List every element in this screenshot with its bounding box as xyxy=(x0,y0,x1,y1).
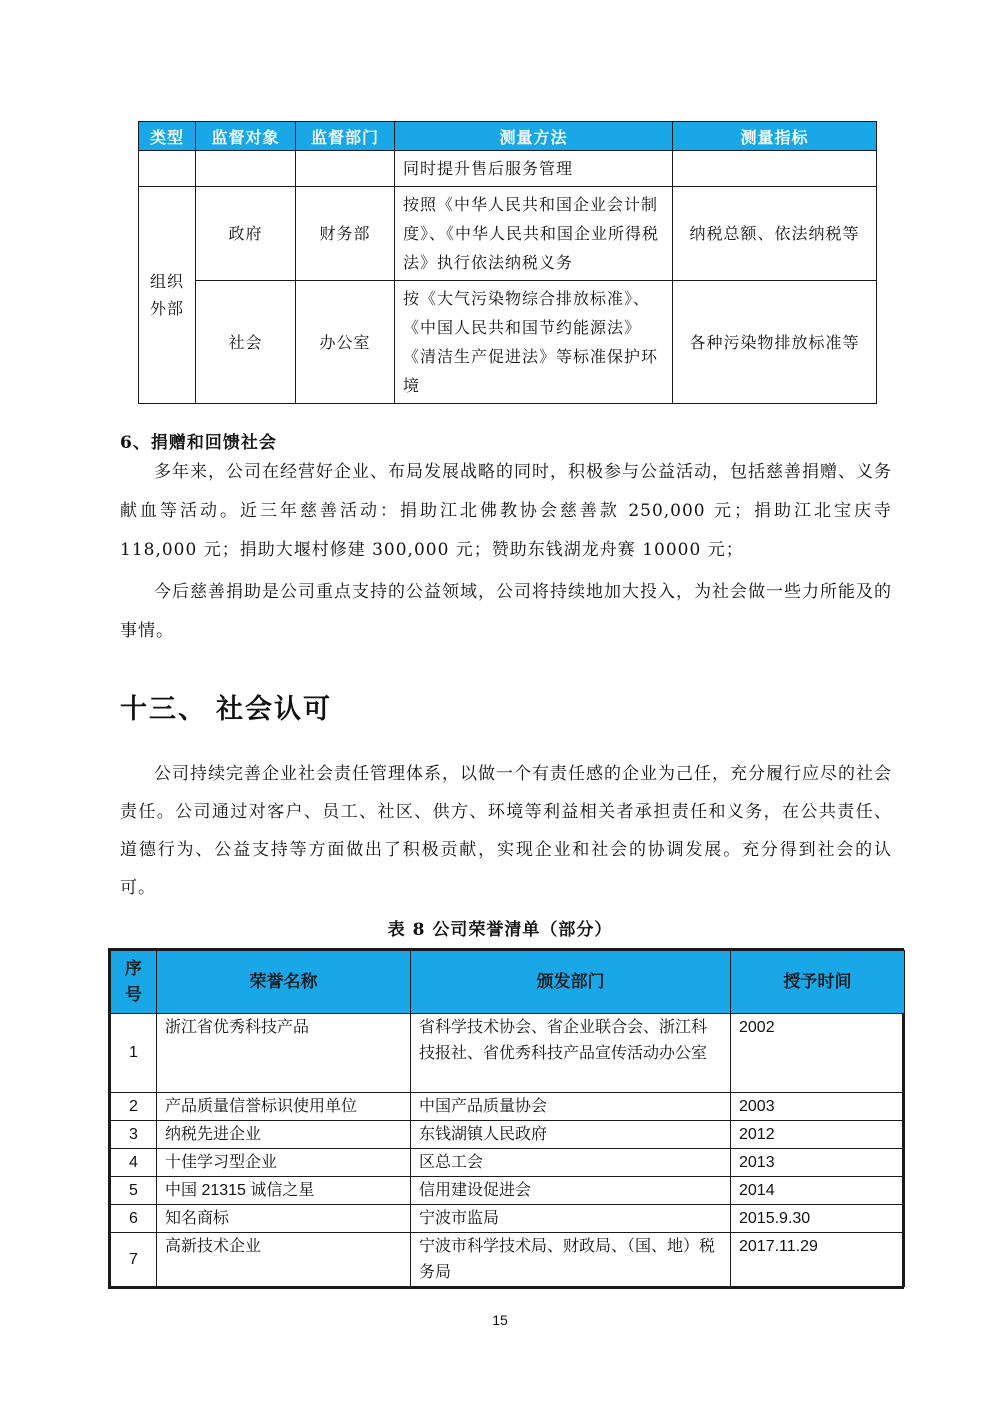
header-name: 荣誉名称 xyxy=(157,951,411,1014)
idx-cell: 6 xyxy=(111,1205,157,1233)
name-cell: 中国 21315 诚信之星 xyxy=(157,1177,411,1205)
table-row xyxy=(139,281,877,404)
header-date: 授予时间 xyxy=(731,951,905,1014)
method-cell: 同时提升售后服务管理 xyxy=(395,151,673,187)
idx-cell: 2 xyxy=(111,1093,157,1121)
header-metric: 测量指标 xyxy=(673,122,877,151)
issuer-cell: 宁波市监局 xyxy=(411,1205,731,1233)
section-title: 6、捐赠和回馈社会 xyxy=(120,433,277,453)
chapter-heading xyxy=(120,687,332,726)
idx-cell: 7 xyxy=(111,1233,157,1287)
table-row xyxy=(111,1014,905,1093)
issuer-cell: 省科学技术协会、省企业联合会、浙江科技报社、省优秀科技产品宣传活动办公室 xyxy=(411,1014,731,1093)
method-cell: 按《大气污染物综合排放标准》、《中国人民共和国节约能源法》《清洁生产促进法》等标准保护环境 xyxy=(395,281,673,404)
paragraph: 多年来，公司在经营好企业、布局发展战略的同时，积极参与公益活动，包括慈善捐赠、义务献血等活动。近三年慈善活动：捐助江北佛教协会慈善款 250,000 元；捐助江北宝庆寺 118,000 元；捐助大堰村修建 300,000 元；赞助东钱湖龙舟赛 10000 元； xyxy=(120,462,892,560)
header-idx: 序号 xyxy=(111,951,157,1014)
name-cell: 产品质量信誉标识使用单位 xyxy=(157,1093,411,1121)
name-cell: 十佳学习型企业 xyxy=(157,1149,411,1177)
metric-cell: 纳税总额、依法纳税等 xyxy=(673,187,877,281)
issuer-cell: 中国产品质量协会 xyxy=(411,1093,731,1121)
header-type: 类型 xyxy=(139,122,196,151)
table-row xyxy=(111,1233,905,1287)
object-cell: 社会 xyxy=(196,281,296,404)
object-cell: 政府 xyxy=(196,187,296,281)
issuer-cell: 信用建设促进会 xyxy=(411,1177,731,1205)
idx-cell: 3 xyxy=(111,1121,157,1149)
empty-cell xyxy=(296,151,395,187)
supervision-table-header xyxy=(139,122,877,151)
table-row xyxy=(111,1121,905,1149)
date-cell: 2017.11.29 xyxy=(731,1233,905,1287)
header-dept: 监督部门 xyxy=(296,122,395,151)
date-cell: 2012 xyxy=(731,1121,905,1149)
header-method: 测量方法 xyxy=(395,122,673,151)
idx-cell: 1 xyxy=(111,1014,157,1093)
table-row xyxy=(111,1149,905,1177)
dept-cell: 办公室 xyxy=(296,281,395,404)
header-object: 监督对象 xyxy=(196,122,296,151)
chapter-number: 十三、 xyxy=(120,694,207,725)
table-row xyxy=(139,187,877,281)
table-caption: 表 8 公司荣誉清单（部分） xyxy=(387,920,613,940)
supervision-table xyxy=(138,121,877,404)
method-cell: 按照《中华人民共和国企业会计制度》、《中华人民共和国企业所得税法》执行依法纳税义务 xyxy=(395,187,673,281)
table-row xyxy=(111,1093,905,1121)
date-cell: 2002 xyxy=(731,1014,905,1093)
idx-cell: 5 xyxy=(111,1177,157,1205)
page-number: 15 xyxy=(492,1312,508,1328)
paragraph: 今后慈善捐助是公司重点支持的公益领域，公司将持续地加大投入，为社会做一些力所能及的事情。 xyxy=(120,582,892,641)
paragraph: 公司持续完善企业社会责任管理体系，以做一个有责任感的企业为己任，充分履行应尽的社会责任。公司通过对客户、员工、社区、供方、环境等利益相关者承担责任和义务，在公共责任、道德行为、公益支持等方面做出了积极贡献，实现企业和社会的协调发展。充分得到社会的认可。 xyxy=(120,764,892,898)
honor-table xyxy=(110,950,905,1287)
dept-cell: 财务部 xyxy=(296,187,395,281)
issuer-cell: 宁波市科学技术局、财政局、（国、地）税务局 xyxy=(411,1233,731,1287)
honor-table-frame xyxy=(108,948,904,1289)
empty-cell xyxy=(673,151,877,187)
date-cell: 2003 xyxy=(731,1093,905,1121)
idx-cell: 4 xyxy=(111,1149,157,1177)
table-row xyxy=(111,1177,905,1205)
metric-cell: 各种污染物排放标准等 xyxy=(673,281,877,404)
table-row xyxy=(139,151,877,187)
date-cell: 2015.9.30 xyxy=(731,1205,905,1233)
date-cell: 2013 xyxy=(731,1149,905,1177)
chapter-title: 社会认可 xyxy=(216,694,332,725)
date-cell: 2014 xyxy=(731,1177,905,1205)
name-cell: 浙江省优秀科技产品 xyxy=(157,1014,411,1093)
name-cell: 知名商标 xyxy=(157,1205,411,1233)
table-row xyxy=(111,1205,905,1233)
type-cell: 组织外部 xyxy=(139,187,196,404)
name-cell: 纳税先进企业 xyxy=(157,1121,411,1149)
header-issuer: 颁发部门 xyxy=(411,951,731,1014)
empty-cell xyxy=(196,151,296,187)
empty-cell xyxy=(139,151,196,187)
issuer-cell: 东钱湖镇人民政府 xyxy=(411,1121,731,1149)
honor-table-header xyxy=(111,951,905,1014)
issuer-cell: 区总工会 xyxy=(411,1149,731,1177)
name-cell: 高新技术企业 xyxy=(157,1233,411,1287)
